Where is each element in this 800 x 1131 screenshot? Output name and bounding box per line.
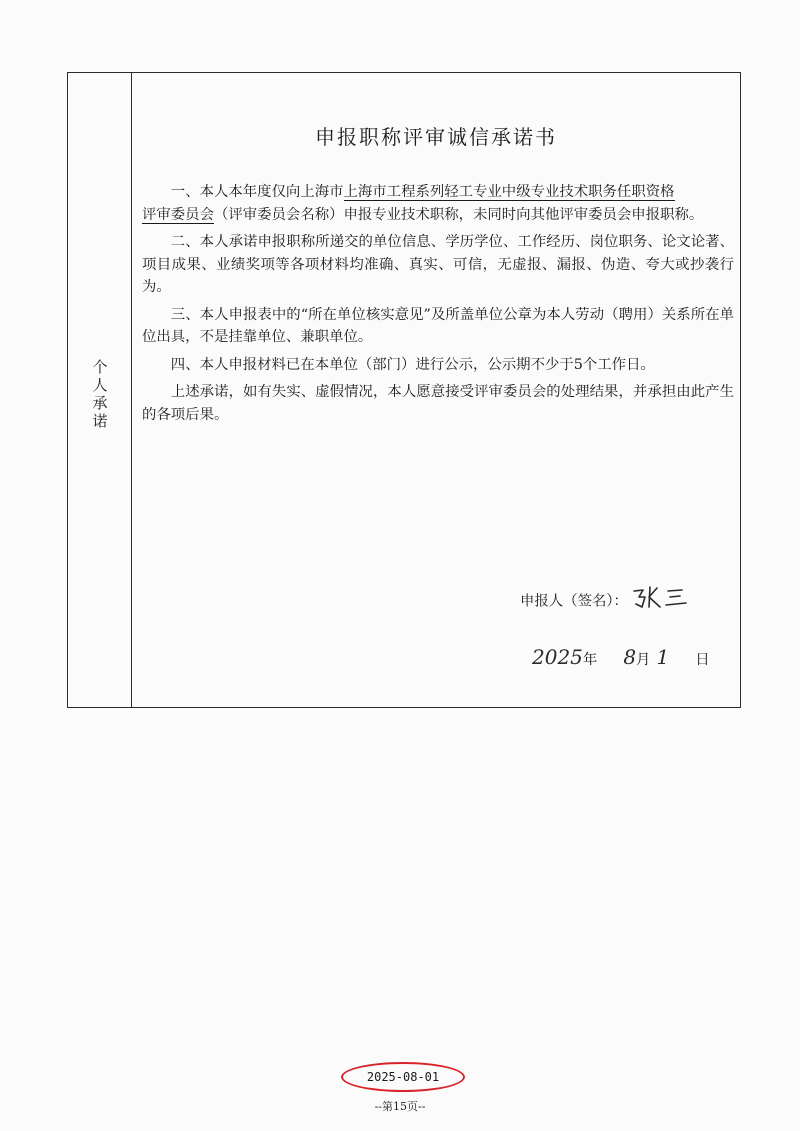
content-area <box>132 73 740 707</box>
signature-row <box>520 583 696 617</box>
signature-date: 2025年 8月 1 日 <box>532 645 710 669</box>
paragraph-5: 上述承诺，如有失实、虚假情况，本人愿意接受评审委员会的处理结果，并承担由此产生的各项后果。 <box>142 384 734 423</box>
document-title: 申报职称评审诚信承诺书 <box>315 125 557 149</box>
stamp-date: 2025-08-01 <box>366 1070 440 1084</box>
committee-name-field: 上海市工程系列轻工专业中级专业技术职务任职资格 <box>343 184 675 200</box>
handwritten-signature <box>630 583 696 617</box>
side-label-personal-commitment: 个 人 承 诺 <box>92 358 108 430</box>
committee-name-field-cont: 评审委员会 <box>142 206 214 223</box>
signature-label: 申报人（签名）： <box>520 593 628 610</box>
paragraph-1: 一、本人本年度仅向上海市上海市工程系列轻工专业中级专业技术职务任职资格 评审委员会（评审委员会名称）申报专业技术职称，未同时向其他评审委员会申报职称。 <box>142 184 704 223</box>
commitment-body <box>142 181 734 431</box>
date-day: 1 <box>656 645 670 669</box>
side-column <box>68 73 132 707</box>
paragraph-2: 二、本人承诺申报职称所递交的单位信息、学历学位、工作经历、岗位职务、论文论著、项目成果、业绩奖项等各项材料均准确、真实、可信，无虚报、漏报、伪造、夸大或抄袭行为。 <box>142 234 734 295</box>
form-frame <box>67 72 741 708</box>
date-year: 2025 <box>532 645 583 669</box>
paragraph-4: 四、本人申报材料已在本单位（部门）进行公示，公示期不少于5个工作日。 <box>170 356 655 373</box>
page-number: --第15页-- <box>374 1100 426 1113</box>
paragraph-3: 三、本人申报表中的“所在单位核实意见”及所盖单位公章为本人劳动（聘用）关系所在单位出具，不是挂靠单位、兼职单位。 <box>142 306 734 345</box>
date-month: 8 <box>623 645 637 669</box>
